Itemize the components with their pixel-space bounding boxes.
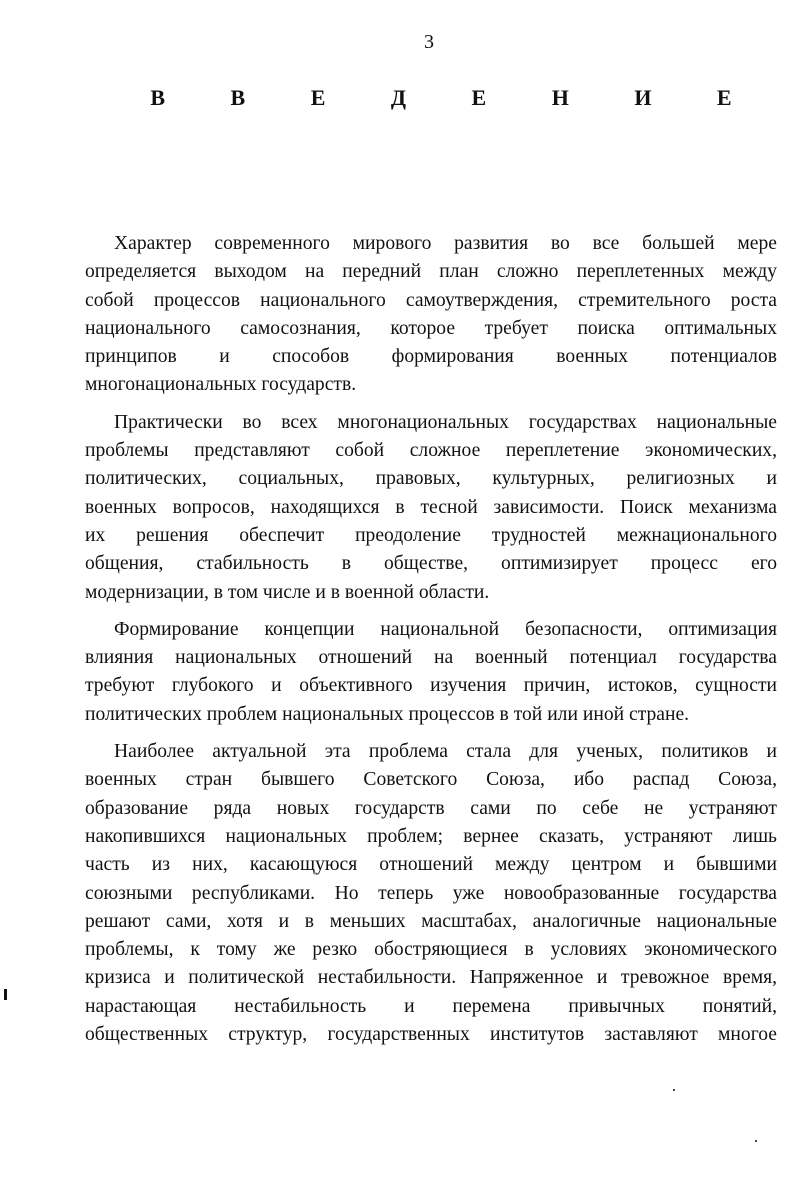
text-line: общественных структур, государственных институтов заставляют многое <box>85 1024 777 1046</box>
text-line: часть из них, касающуюся отношений между центром и бывшими <box>85 854 777 876</box>
text-line: союзными республиками. Но теперь уже новообразованные государства <box>85 882 777 904</box>
text-line: образование ряда новых государств сами по себе не устраняют <box>85 797 777 819</box>
text-line: решают сами, хотя и в меньших масштабах, аналогичные национальные <box>85 910 777 932</box>
text-line: военных вопросов, находящихся в тесной зависимости. Поиск механизма <box>85 496 777 518</box>
paragraph-4 <box>85 738 777 1049</box>
text-line: кризиса и политической нестабильности. Напряженное и тревожное время, <box>85 967 777 989</box>
text-line: требуют глубокого и объективного изучения причин, истоков, сущности <box>85 675 777 697</box>
text-line: нарастающая нестабильность и перемена привычных понятий, <box>85 995 777 1017</box>
text-line: определяется выходом на передний план сложно переплетенных между <box>85 261 777 283</box>
scan-artifact-dot <box>673 1089 675 1091</box>
text-line: Формирование концепции национальной безопасности, оптимизация <box>114 618 777 640</box>
text-line: политических проблем национальных процессов в той или иной стране. <box>85 703 690 725</box>
text-line: военных стран бывшего Советского Союза, ибо распад Союза, <box>85 769 777 791</box>
text-line: собой процессов национального самоутверждения, стремительного роста <box>85 289 777 311</box>
scan-artifact-dot <box>755 1140 757 1142</box>
paragraph-1 <box>85 230 777 400</box>
text-line: накопившихся национальных проблем; вернее сказать, устраняют лишь <box>85 825 777 847</box>
text-line: общения, стабильность в обществе, оптимизирует процесс его <box>85 553 777 575</box>
paragraph-2 <box>85 409 777 607</box>
text-line: их решения обеспечит преодоление трудностей межнационального <box>85 524 777 546</box>
scan-artifact-mark <box>4 989 7 1000</box>
text-line: многонациональных государств. <box>85 374 357 396</box>
text-line: Практически во всех многонациональных государствах национальные <box>114 411 777 433</box>
text-line: модернизации, в том числе и в военной области. <box>85 581 490 603</box>
text-line: Характер современного мирового развития во все большей мере <box>114 233 777 254</box>
text-line: принципов и способов формирования военных потенциалов <box>85 346 777 368</box>
text-line: проблемы представляют собой сложное переплетение экономических, <box>85 440 777 462</box>
text-line: влияния национальных отношений на военный потенциал государства <box>85 647 777 669</box>
text-line: проблемы, к тому же резко обостряющиеся в условиях экономического <box>85 939 777 961</box>
body-text <box>85 230 777 1049</box>
page-number: 3 <box>424 31 434 53</box>
text-line: национального самосознания, которое требует поиска оптимальных <box>85 317 777 339</box>
page-title: В В Е Д Е Н И Е <box>150 85 762 110</box>
paragraph-3 <box>85 616 777 729</box>
text-line: политических, социальных, правовых, культурных, религиозных и <box>85 468 777 490</box>
text-line: Наиболее актуальной эта проблема стала для ученых, политиков и <box>114 741 777 763</box>
